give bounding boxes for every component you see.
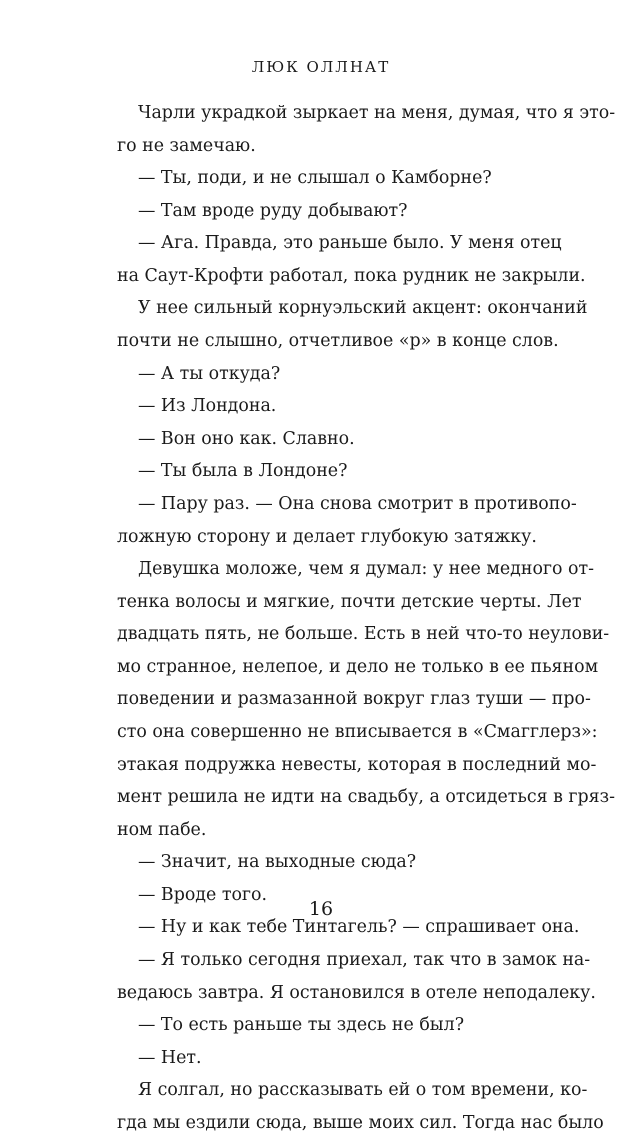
text-line: — Там вроде руду добывают? — [138, 200, 408, 221]
text-line: Девушка моложе, чем я думал: у нее медного от- — [138, 559, 594, 580]
text-line: — Вон оно как. Славно. — [138, 428, 355, 449]
text-line: мент решила не идти на свадьбу, а отсидеться в гряз- — [117, 787, 615, 808]
text-line: ведаюсь завтра. Я остановился в отеле неподалеку. — [117, 982, 596, 1003]
text-line: — А ты откуда? — [138, 363, 281, 384]
text-line: — Ты была в Лондоне? — [138, 461, 348, 482]
body-text — [117, 97, 616, 1140]
text-line: — Вроде того. — [138, 884, 268, 905]
text-line: — То есть раньше ты здесь не был? — [138, 1015, 465, 1036]
text-line: ложную сторону и делает глубокую затяжку. — [117, 526, 537, 547]
text-line: двадцать пять, не больше. Есть в ней что-то неулови- — [117, 624, 610, 645]
text-line: сто она совершенно не вписывается в «Смагглерз»: — [117, 721, 598, 742]
text-line: почти не слышно, отчетливое «р» в конце слов. — [117, 331, 559, 352]
text-line: го не замечаю. — [117, 135, 256, 156]
text-line: — Ты, поди, и не слышал о Камборне? — [138, 168, 492, 189]
text-line: — Значит, на выходные сюда? — [138, 852, 417, 873]
running-head: ЛЮК ОЛЛНАТ — [251, 58, 391, 76]
text-line: — Я только сегодня приехал, так что в замок на- — [138, 950, 591, 971]
text-line: на Саут-Крофти работал, пока рудник не закрыли. — [117, 265, 586, 286]
text-line: мо странное, нелепое, и дело не только в ее пьяном — [117, 656, 599, 677]
text-line: — Нет. — [138, 1047, 202, 1068]
text-line: Чарли украдкой зыркает на меня, думая, что я это- — [138, 103, 616, 123]
text-line: — Ага. Правда, это раньше было. У меня отец — [138, 233, 562, 254]
text-line: тенка волосы и мягкие, почти детские черты. Лет — [117, 591, 582, 612]
text-line: У нее сильный корнуэльский акцент: окончаний — [138, 298, 588, 319]
text-line: — Из Лондона. — [138, 396, 277, 417]
text-line: — Ну и как тебе Тинтагель? — спрашивает она. — [138, 917, 580, 938]
text-line: поведении и размазанной вокруг глаз туши — про- — [117, 689, 591, 710]
text-line: — Пару раз. — Она снова смотрит в противопо- — [138, 493, 577, 514]
text-line: этакая подружка невесты, которая в последний мо- — [117, 754, 597, 775]
page-number: 16 — [308, 898, 334, 920]
text-line: Я солгал, но рассказывать ей о том времени, ко- — [138, 1080, 588, 1101]
text-line: ном пабе. — [117, 819, 207, 840]
text-line: гда мы ездили сюда, выше моих сил. Тогда нас было — [117, 1112, 604, 1133]
